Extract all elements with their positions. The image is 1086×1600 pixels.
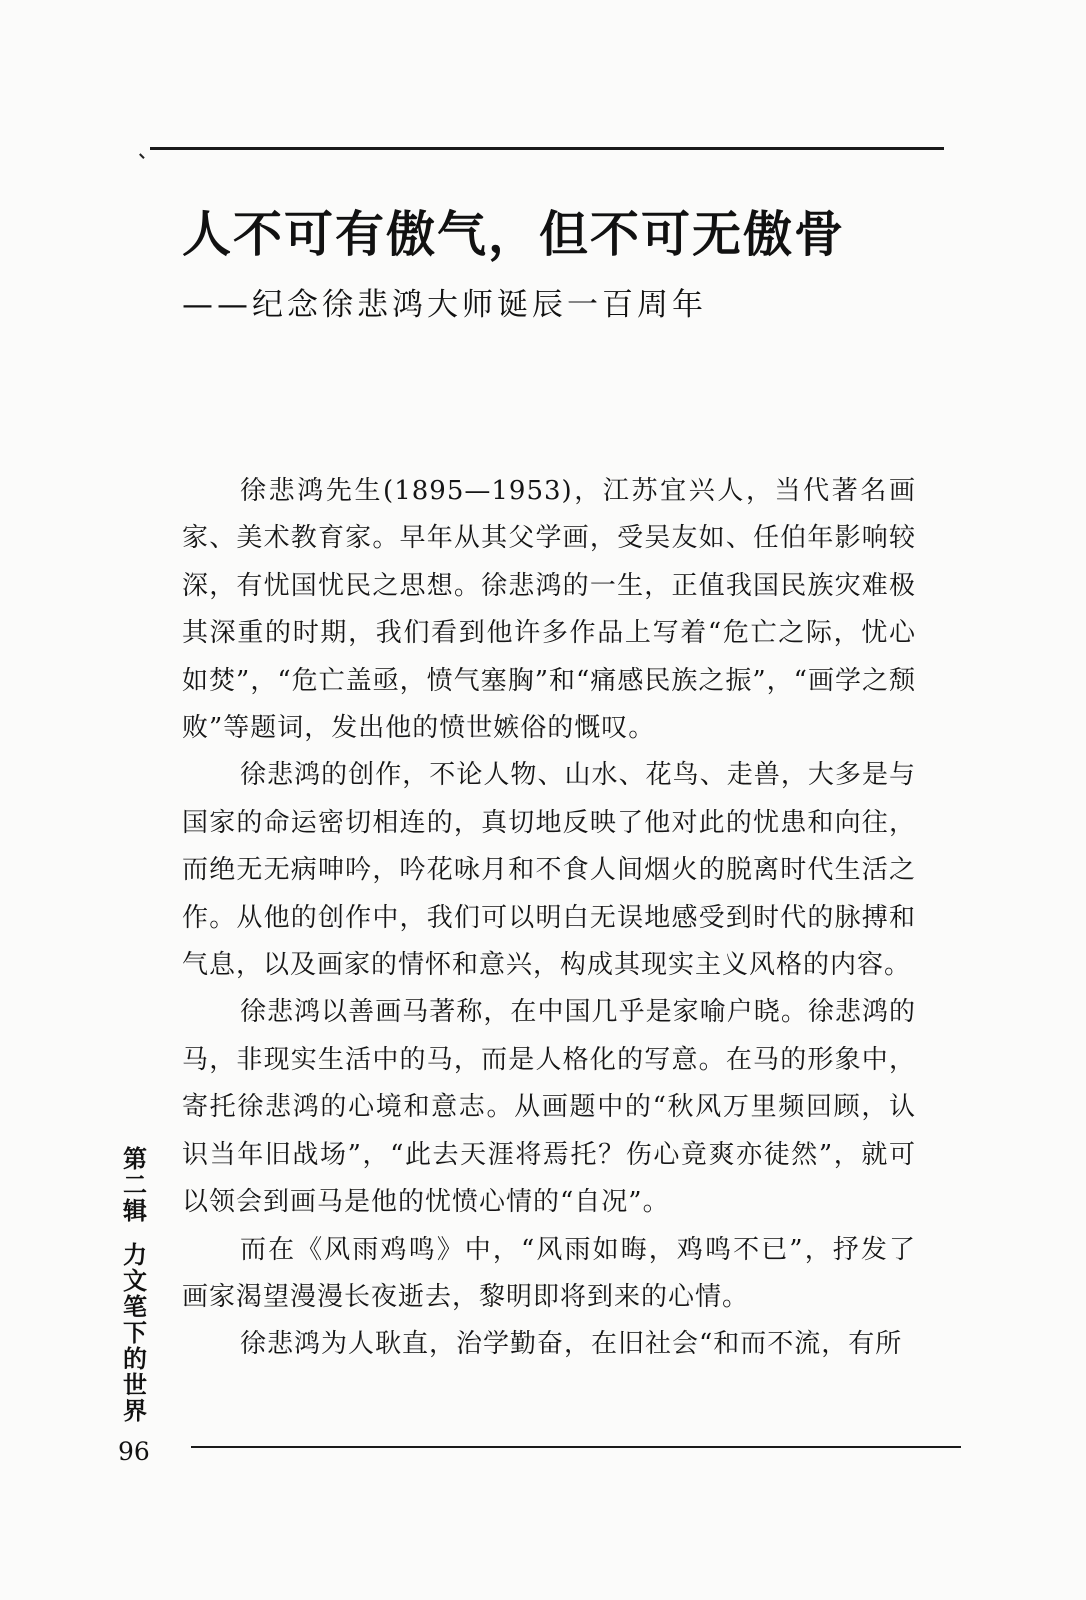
corner-mark [139,149,149,159]
paragraph: 徐悲鸿以善画马著称，在中国几乎是家喻户晓。徐悲鸿的马，非现实生活中的马，而是人格化的写意。在马的形象中，寄托徐悲鸿的心境和意志。从画题中的“秋风万里频回顾，认识当年旧战场”，“此去天涯将焉托？伤心竟爽亦徒然”，就可以领会到画马是他的忧愤心情的“自况”。 [182,997,916,1218]
article-body [182,468,916,1369]
margin-label [118,1146,152,1424]
article-title: 人不可有傲气，但不可无傲骨 [182,206,846,263]
section-label: 第二辑 [123,1145,147,1225]
book-title: 力文笔下的世界 [123,1241,147,1425]
paragraph: 徐悲鸿为人耿直，治学勤奋，在旧社会“和而不流，有所 [240,1329,903,1360]
paragraph: 徐悲鸿先生(1895—1953)，江苏宜兴人，当代著名画家、美术教育家。早年从其父学画，受吴友如、任伯年影响较深，有忧国忧民之思想。徐悲鸿的一生，正值我国民族灾难极其深重的时期，我们看到他许多作品上写着“危亡之际，忧心如焚”，“危亡盖亟，愤气塞胸”和“痛感民族之振”，“画学之颓败”等题词，发出他的愤世嫉俗的慨叹。 [182,476,916,744]
bottom-rule [191,1446,961,1448]
article-subtitle: ——纪念徐悲鸿大师诞辰一百周年 [182,287,707,323]
paragraph: 徐悲鸿的创作，不论人物、山水、花鸟、走兽，大多是与国家的命运密切相连的，真切地反映了他对此的忧患和向往，而绝无无病呻吟，吟花咏月和不食人间烟火的脱离时代生活之作。从他的创作中，我们可以明白无误地感受到时代的脉搏和气息，以及画家的情怀和意兴，构成其现实主义风格的内容。 [182,760,916,981]
page-number: 96 [118,1437,150,1466]
paragraph: 而在《风雨鸡鸣》中，“风雨如晦，鸡鸣不已”，抒发了画家渴望漫漫长夜逝去，黎明即将到来的心情。 [182,1234,916,1312]
top-rule [150,147,944,150]
